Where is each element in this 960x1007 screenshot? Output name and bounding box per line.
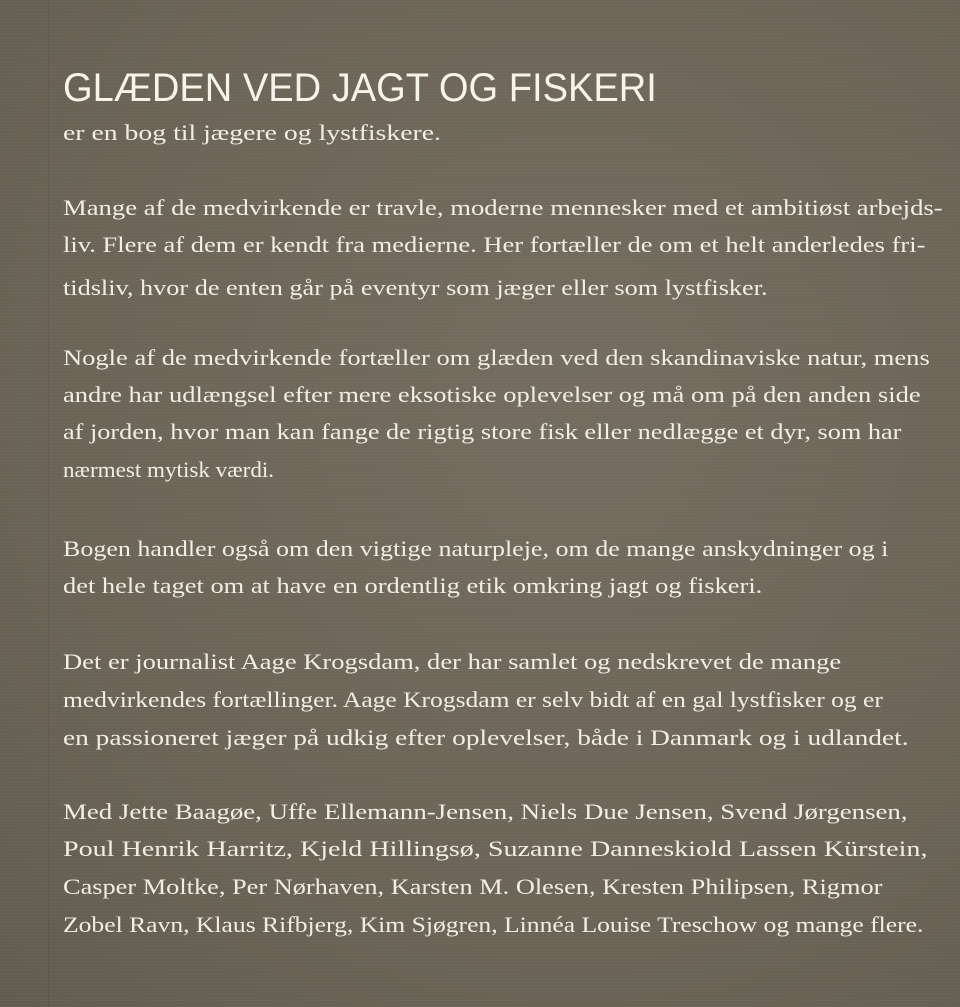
text-line: Poul Henrik Harritz, Kjeld Hillingsø, Suzanne Danneskiold Lassen Kürstein, — [63, 836, 928, 861]
subtitle: er en bog til jægere og lystfiskere. — [63, 120, 441, 145]
text-line: Mange af de medvirkende er travle, moderne mennesker med et ambitiøst arbejds- — [63, 195, 943, 220]
text-line: andre har udlængsel efter mere eksotiske oplevelser og må om på den anden side — [63, 382, 921, 407]
text-line: Nogle af de medvirkende fortæller om glæden ved den skandinaviske natur, mens — [63, 345, 930, 370]
text-line: Bogen handler også om den vigtige naturpleje, om de mange anskydninger og i — [63, 536, 889, 561]
text-line: Zobel Ravn, Klaus Rifbjerg, Kim Sjøgren, Linnéa Louise Treschow og mange flere. — [63, 912, 924, 937]
book-title: GLÆDEN VED JAGT OG FISKERI — [63, 66, 657, 110]
text-line: Casper Moltke, Per Nørhaven, Karsten M. Olesen, Kresten Philipsen, Rigmor — [63, 874, 883, 899]
cover-edge-line — [48, 0, 49, 1007]
text-line: af jorden, hvor man kan fange de rigtig store fisk eller nedlægge et dyr, som har — [63, 419, 902, 444]
text-line: Det er journalist Aage Krogsdam, der har samlet og nedskrevet de mange — [63, 649, 842, 674]
text-line: Med Jette Baagøe, Uffe Ellemann-Jensen, Niels Due Jensen, Svend Jørgensen, — [63, 799, 908, 824]
text-line: liv. Flere af dem er kendt fra medierne. Her fortæller de om et helt anderledes fri- — [63, 232, 926, 257]
text-line: en passioneret jæger på udkig efter oplevelser, både i Danmark og i udlandet. — [63, 725, 909, 750]
text-line: tidsliv, hvor de enten går på eventyr som jæger eller som lystfisker. — [63, 275, 768, 300]
text-line: medvirkendes fortællinger. Aage Krogsdam er selv bidt af en gal lystfisker og er — [63, 687, 883, 712]
text-line: det hele taget om at have en ordentlig etik omkring jagt og fiskeri. — [63, 573, 763, 598]
text-line: nærmest mytisk værdi. — [63, 457, 275, 482]
